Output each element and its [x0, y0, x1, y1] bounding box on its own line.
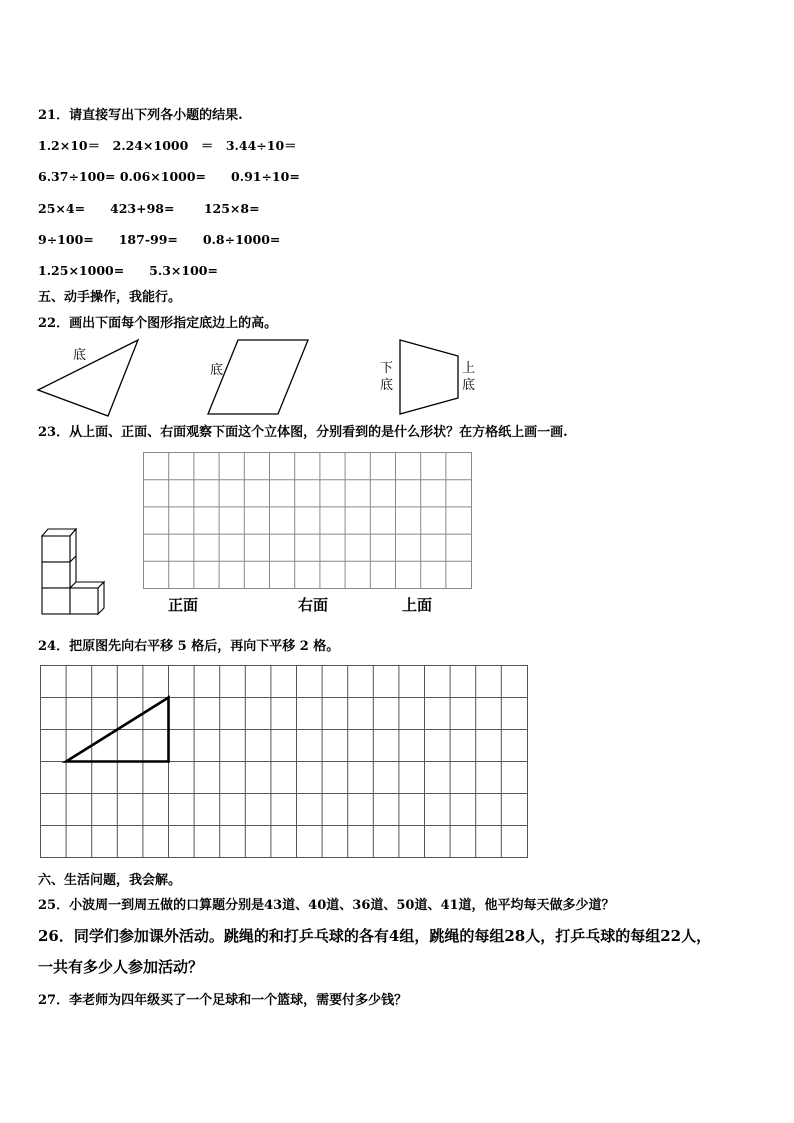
triangle-shape: [38, 340, 138, 416]
trapezoid-upper-base-label: 上底: [462, 361, 476, 393]
q21-row-1: 1.2×10＝ 2.24×1000 ＝ 3.44÷10＝: [38, 138, 297, 153]
q21-title: 21．请直接写出下列各小题的结果.: [38, 108, 243, 123]
q22-shapes: [30, 336, 490, 418]
cube-solid-figure: [38, 524, 110, 618]
view-label-top: 上面: [402, 596, 433, 614]
q26-line-2: 一共有多少人参加活动？: [38, 958, 204, 976]
trapezoid-lower-base-label: 下底: [380, 361, 394, 393]
q21-row-4: 9÷100= 187-99= 0.8÷1000=: [38, 232, 281, 247]
q21-row-2: 6.37÷100= 0.06×1000= 0.91÷10=: [38, 169, 300, 184]
q23-title: 23．从上面、正面、右面观察下面这个立体图，分别看到的是什么形状？在方格纸上画一画.: [38, 425, 568, 440]
triangle-base-label: 底: [73, 348, 87, 363]
q27-title: 27．李老师为四年级买了一个足球和一个篮球，需要付多少钱？: [38, 993, 408, 1008]
section6-title: 六、生活问题，我会解。: [38, 873, 182, 888]
q24-title: 24．把原图先向右平移 5 格后，再向下平移 2 格。: [38, 639, 340, 654]
trapezoid-shape: [400, 340, 458, 414]
parallelogram-base-label: 底: [210, 363, 224, 378]
q21-row-5: 1.25×1000= 5.3×100=: [38, 263, 218, 278]
q26-line-1: 26．同学们参加课外活动。跳绳的和打乒乓球的各有4组，跳绳的每组28人，打乒乓球的每组22人，: [38, 927, 712, 945]
q24-grid-paper: [40, 665, 530, 859]
q22-title: 22．画出下面每个图形指定底边上的高。: [38, 316, 278, 331]
view-label-front: 正面: [168, 596, 199, 614]
view-label-right: 右面: [298, 596, 329, 614]
section5-title: 五、动手操作，我能行。: [38, 290, 182, 305]
q23-grid-paper: [143, 452, 473, 590]
q25-title: 25．小波周一到周五做的口算题分别是43道、40道、36道、50道、41道，他平均每天做多少道？: [38, 898, 615, 913]
q21-row-3: 25×4= 423+98= 125×8=: [38, 201, 260, 216]
